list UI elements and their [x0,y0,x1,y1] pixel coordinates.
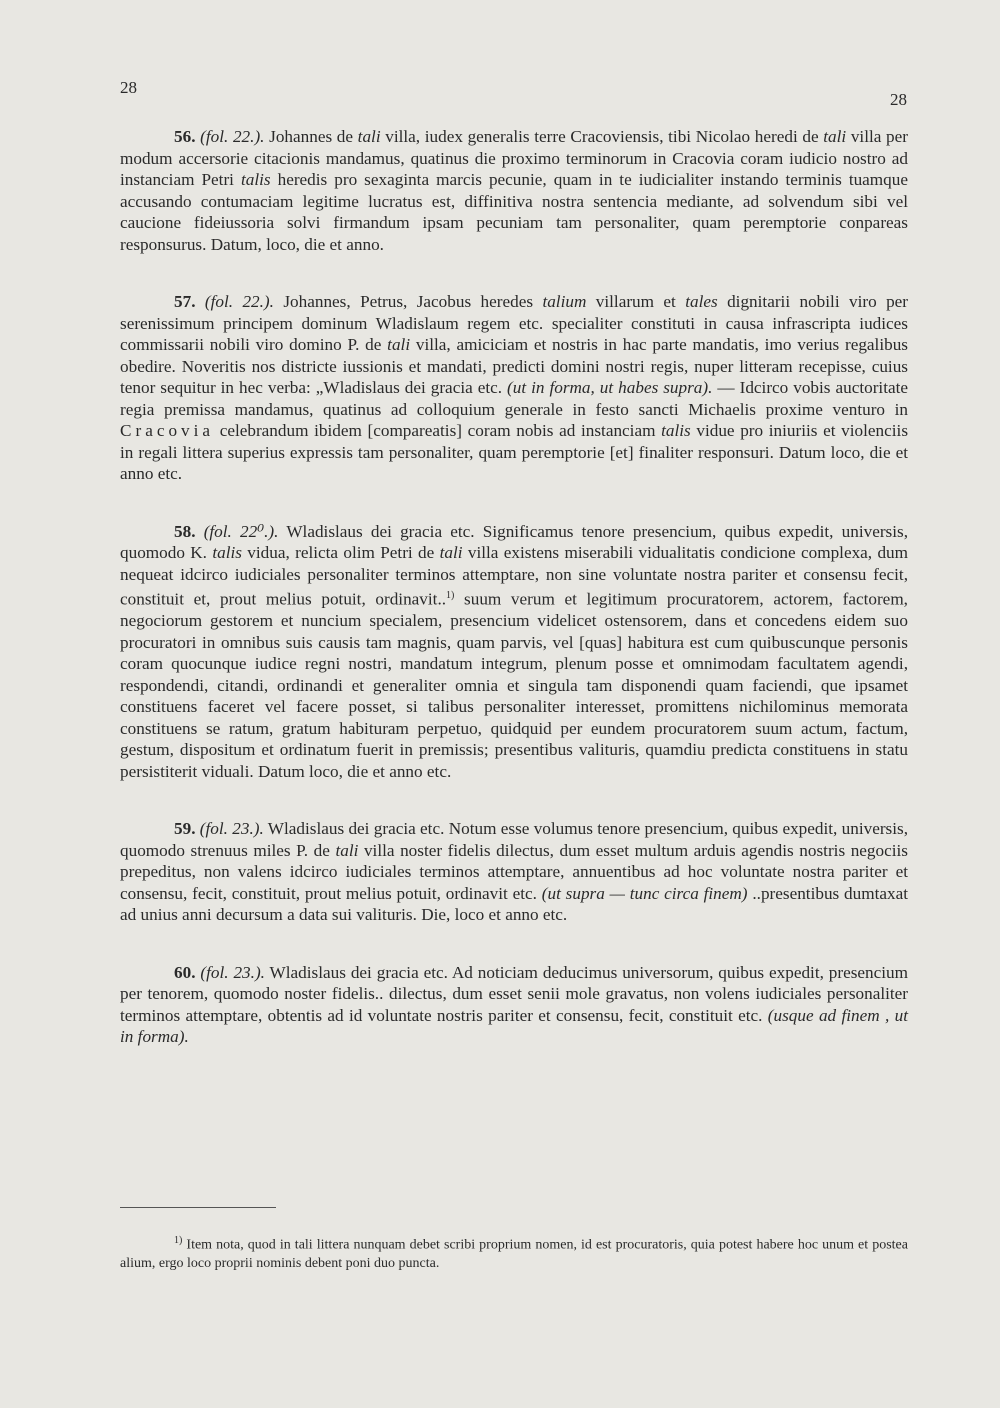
entry-text: vidue pro iniuriis et violenciis in regali littera superius expressis tam personaliter, quam peremptorie [et] finaliter responsuri. Datum loco, die et anno etc. [120,421,909,483]
italic-term: tales [685,292,718,311]
entry-text: Wladislaus dei gracia etc. Significamus tenore presencium, quibus expedit, universis, quomodo K. [120,521,909,562]
entry-number: 58. [174,521,196,541]
italic-term: tali [387,335,411,354]
entry-59 [120,818,908,926]
footnote-mark: 1) [174,1235,183,1246]
folio-reference: (fol. 22⁰.). [203,521,279,541]
page-number-left: 28 [120,78,137,97]
entry-text: vidua, relicta olim Petri de [241,543,440,562]
entry-text: Johannes de [264,127,358,146]
entry-number: 57. [174,292,196,311]
entry-text: dignitarii nobili viro per serenissimum principem dominum Wladislaum regem etc. specialiter constituti in causa infrascripta iudices commissarii nobili viro domino P. de [120,292,909,354]
italic-term: tali [823,127,847,146]
entry-text: villa noster fidelis dilectus, dum esset multum arduis agendis nostris negociis prepeditus, non valens idcirco iudiciales terminos attemptare, annuentibus ad hoc voluntate nostra pariter et consensu, fecit, constituit, prout melius potuit, ordinavit etc. [120,840,908,903]
entry-text: suum verum et legitimum procuratorem, actorem, factorem, negociorum gestorem et nuncium specialem, presencium videlicet ostensorem, dans et concedens eidem suo procuratori in omnibus suis causis tam magnis, quam parvis, vel [quas] habitura est cum quibuscunque personis coram quocunque iudice regni nostri, mandatum integrum, plenum posse et omnimodam facultatem agendi, respondendi, citandi, ordinandi et generaliter omnia et singula tam disponendi quam faciendi, que ipsamet constituens faceret vel facere posset, si talibus personaliter interesset, promittens nichilominus memorata constituens se ratum, gratum habituram perpetuo, quidquid per eundem procuratorem suum actum, factum, gestum, dispositum et ordinatum fuerit in premissis; presentibus valituris, quamdiu predicta constituens in statu persistiterit viduali. Datum loco, die et anno etc. [120,589,908,781]
italic-term: (ut in forma, ut habes supra). [507,378,713,397]
italic-term: tali [357,127,381,146]
italic-term: tali [335,840,359,860]
entry-text: ..presentibus dumtaxat ad unius anni decursum a data sui valituris. Die, loco et anno etc. [120,883,908,925]
entry-text: — Idcirco vobis auctoritate regia premissa mandamus, quatinus ad colloquium generale in festo sancti Michaelis proxime venturo in [120,378,909,419]
entry-number: 56. [174,127,196,146]
footnote-divider [120,1207,276,1208]
page-number-right: 28 [890,90,907,109]
entry-58 [120,521,908,783]
entry-text: villa per modum accersorie citacionis mandamus, quatinus die proximo terminorum in Cracovia coram iudicio nostro ad instanciam Petri [120,127,908,189]
entry-text: villa, amiciciam et nostris in hac parte mandatis, imo verius regalibus obedire. Noveritis nos districte iussionis et mandati, predicti domini nostri regis, nuper litteram recepisse, cuius tenor sequitur in hec verba: „Wladislaus dei gracia etc. [120,335,908,397]
folio-reference: (fol. 23.). [200,962,265,982]
italic-term: talis [661,421,691,440]
entry-text: villa existens miserabili vidualitatis condicione complexa, dum nequeat idcirco iudiciales personaliter terminos attemptare, non sine voluntate nostra pariter et consensu fecit, constituit et, prout melius potuit, ordinavit.. [120,543,908,609]
folio-reference: (fol. 22.). [200,127,265,146]
italic-term: talis [212,543,242,562]
entry-56 [120,126,908,255]
entry-text: Wladislaus dei gracia etc. Ad noticiam deducimus universorum, quibus expedit, presencium per tenorem, quomodo noster fidelis.. dilectus, dum esset senii mole gravatus, non volens iudiciales personaliter terminos attemptare, obtentis ad id voluntate nostris pariter et consensu, fecit, constituit etc. [120,962,909,1025]
entry-text: Johannes, Petrus, Jacobus heredes [273,292,543,311]
entry-number: 59. [174,819,196,839]
footnote [120,1232,908,1273]
entry-number: 60. [174,962,196,982]
spaced-place-name: Cracovia [120,421,215,440]
entry-text: celebrandum ibidem [compareatis] coram nobis ad instanciam [214,421,662,440]
entry-60 [120,962,908,1048]
footnote-text: Item nota, quod in tali littera nunquam debet scribi proprium nomen, id est procuratoris, quia potest habere hoc unum et postea alium, ergo loco proprii nominis debent poni duo puncta. [120,1237,908,1271]
italic-term: talium [542,292,587,311]
document-body [120,126,908,1084]
entry-text: villa, iudex generalis terre Cracoviensis, tibi Nicolao heredi de [380,127,824,146]
entry-text: Wladislaus dei gracia etc. Notum esse volumus tenore presencium, quibus expedit, universis, quomodo strenuus miles P. de [120,819,909,860]
entry-57 [120,291,908,485]
folio-reference: (fol. 23.). [199,819,264,839]
entry-text: heredis pro sexaginta marcis pecunie, quam in te iudicialiter instando terminis tuamque accusando contumaciam legitime lucratus est, diffinitiva nostra sentencia mediante, ad solvendum sibi vel caucione fideiussoria solvi firmandum ipsam pecuniam tam personaliter, quam peremptorie conpareas responsurus. Datum, loco, die et anno. [120,170,908,254]
entry-text: villarum et [586,292,686,311]
folio-reference: (fol. 22.). [204,292,274,311]
italic-term: (ut supra — tunc circa finem) [541,883,748,903]
italic-term: tali [439,543,463,562]
footnote-marker: 1) [446,590,455,601]
italic-term: talis [240,170,271,189]
italic-term: (usque ad finem , ut in forma). [120,1005,908,1047]
